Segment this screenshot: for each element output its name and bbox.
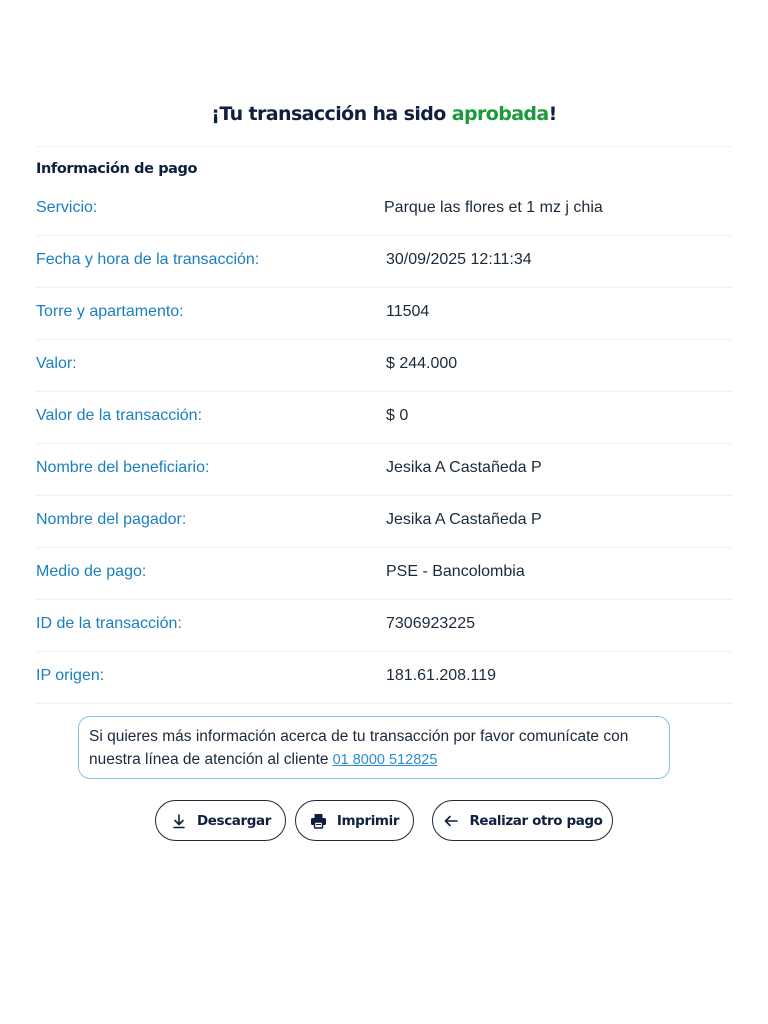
print-button[interactable] (295, 800, 414, 841)
detail-label: ID de la transacción: (36, 615, 182, 632)
detail-label: Servicio: (36, 199, 98, 216)
support-info-text: Si quieres más información acerca de tu transacción por favor comunícate con nuestra línea de atención al cliente (89, 728, 629, 768)
detail-row-id-transaccion (36, 600, 732, 652)
title-prefix: ¡Tu transacción ha sido (211, 103, 452, 125)
support-info-box (78, 716, 670, 779)
printer-icon (310, 812, 328, 830)
detail-value: Parque las flores et 1 mz j chia (384, 199, 603, 216)
detail-value: 181.61.208.119 (386, 667, 497, 684)
page-title (0, 103, 768, 125)
detail-value: 11504 (386, 303, 430, 320)
detail-value: Jesika A Castañeda P (386, 511, 542, 528)
download-button[interactable] (155, 800, 286, 841)
another-payment-button[interactable] (432, 800, 613, 841)
print-label: Imprimir (336, 812, 400, 829)
detail-label: Torre y apartamento: (36, 303, 184, 320)
detail-row-valor-transaccion (36, 392, 732, 444)
title-suffix: ! (548, 103, 557, 125)
detail-label: Nombre del beneficiario: (36, 459, 210, 476)
detail-value: 30/09/2025 12:11:34 (386, 251, 532, 268)
detail-row-ip-origen (36, 652, 732, 704)
detail-label: Fecha y hora de la transacción: (36, 251, 260, 268)
detail-value: 7306923225 (386, 615, 475, 632)
detail-value: PSE - Bancolombia (386, 563, 525, 580)
detail-value: $ 0 (386, 407, 409, 424)
detail-label: Valor: (36, 355, 77, 372)
detail-value: Jesika A Castañeda P (386, 459, 542, 476)
detail-value: $ 244.000 (386, 355, 458, 372)
status-approved: aprobada (451, 103, 549, 125)
divider (36, 146, 732, 147)
detail-row-beneficiario (36, 444, 732, 496)
section-title: Información de pago (36, 161, 198, 177)
support-phone-link[interactable]: 01 8000 512825 (332, 751, 438, 768)
detail-row-servicio (36, 184, 732, 236)
detail-row-valor (36, 340, 732, 392)
detail-label: Medio de pago: (36, 563, 147, 580)
download-label: Descargar (197, 812, 271, 829)
another-payment-label: Realizar otro pago (469, 812, 603, 829)
arrow-left-icon (442, 812, 460, 830)
detail-label: Nombre del pagador: (36, 511, 187, 528)
detail-row-medio-pago (36, 548, 732, 600)
download-icon (170, 812, 188, 830)
detail-label: IP origen: (36, 667, 105, 684)
detail-label: Valor de la transacción: (36, 407, 203, 424)
detail-row-torre (36, 288, 732, 340)
payment-details (36, 184, 732, 704)
detail-row-fecha (36, 236, 732, 288)
detail-row-pagador (36, 496, 732, 548)
